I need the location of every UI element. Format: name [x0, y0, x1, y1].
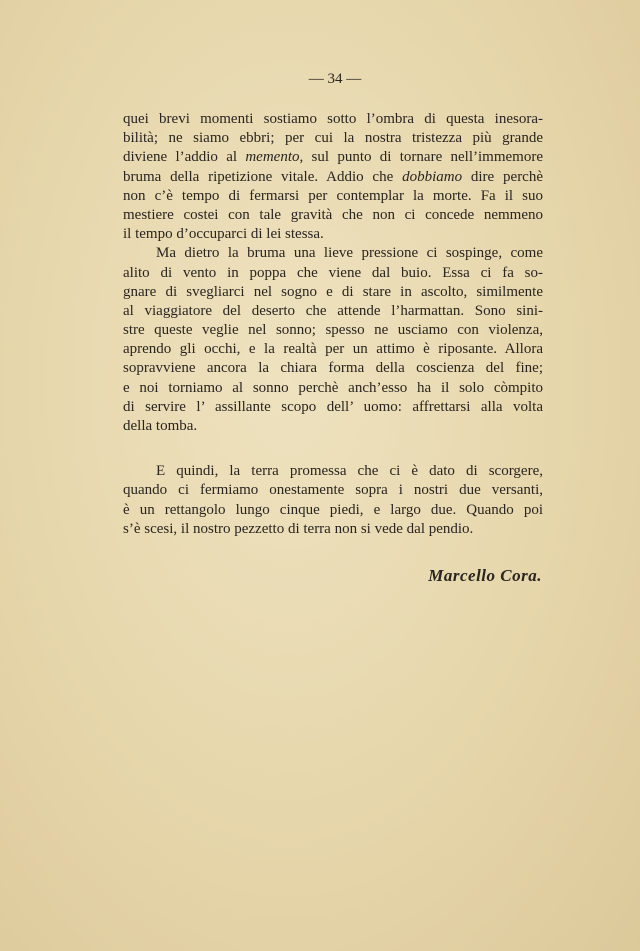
text-line: di servire l’ assillante scopo dell’ uomo: affrettarsi alla volta — [123, 398, 543, 415]
paragraph — [123, 110, 543, 244]
paragraph — [123, 462, 543, 539]
text-line: è un rettangolo lungo cinque piedi, e largo due. Quando poi — [123, 501, 543, 518]
text-line: non c’è tempo di fermarsi per contemplar la morte. Fa il suo — [123, 187, 543, 204]
text-line: al viaggiatore del deserto che attende l’harmattan. Sono sini- — [123, 302, 543, 319]
paragraph — [123, 244, 543, 436]
text-line: il tempo d’occuparci di lei stessa. — [123, 226, 324, 243]
text-line: diviene l’addio al memento, sul punto di tornare nell’immemore — [123, 149, 543, 166]
text-line: e noi torniamo al sonno perchè anch’esso ha il solo còmpito — [123, 379, 543, 396]
body-text — [123, 110, 543, 539]
text-line: sopravviene ancora la chiara forma della coscienza del fine; — [123, 360, 543, 377]
text-line: stre queste veglie nel sonno; spesso ne usciamo con violenza, — [123, 322, 543, 339]
text-line: Ma dietro la bruma una lieve pressione ci sospinge, come — [156, 245, 543, 262]
author-signature: Marcello Cora. — [428, 566, 542, 585]
italic-text: memento — [245, 149, 300, 166]
page-number: — 34 — — [308, 71, 362, 87]
text-line: della tomba. — [123, 418, 198, 434]
text-line: gnare di svegliarci nel sogno e di stare in ascolto, similmente — [123, 283, 543, 300]
text-line: mestiere costei con tale gravità che non ci concede nemmeno — [123, 206, 543, 223]
text-line: s’è scesi, il nostro pezzetto di terra non si vede dal pendio. — [123, 520, 474, 537]
text-line: quando ci fermiamo onestamente sopra i nostri due versanti, — [123, 482, 543, 499]
text-line: bilità; ne siamo ebbri; per cui la nostra tristezza più grande — [123, 130, 543, 147]
text-line: quei brevi momenti sostiamo sotto l’ombra di questa inesora- — [123, 111, 543, 127]
text-line: bruma della ripetizione vitale. Addio che dobbiamo dire perchè — [123, 168, 543, 185]
text-line: aprendo gli occhi, e la realtà per un attimo è riposante. Allora — [123, 341, 543, 358]
italic-text: dobbiamo — [402, 168, 463, 185]
text-line: E quindi, la terra promessa che ci è dato di scorgere, — [156, 463, 543, 480]
text-line: alito di vento in poppa che viene dal buio. Essa ci fa so- — [123, 264, 543, 281]
